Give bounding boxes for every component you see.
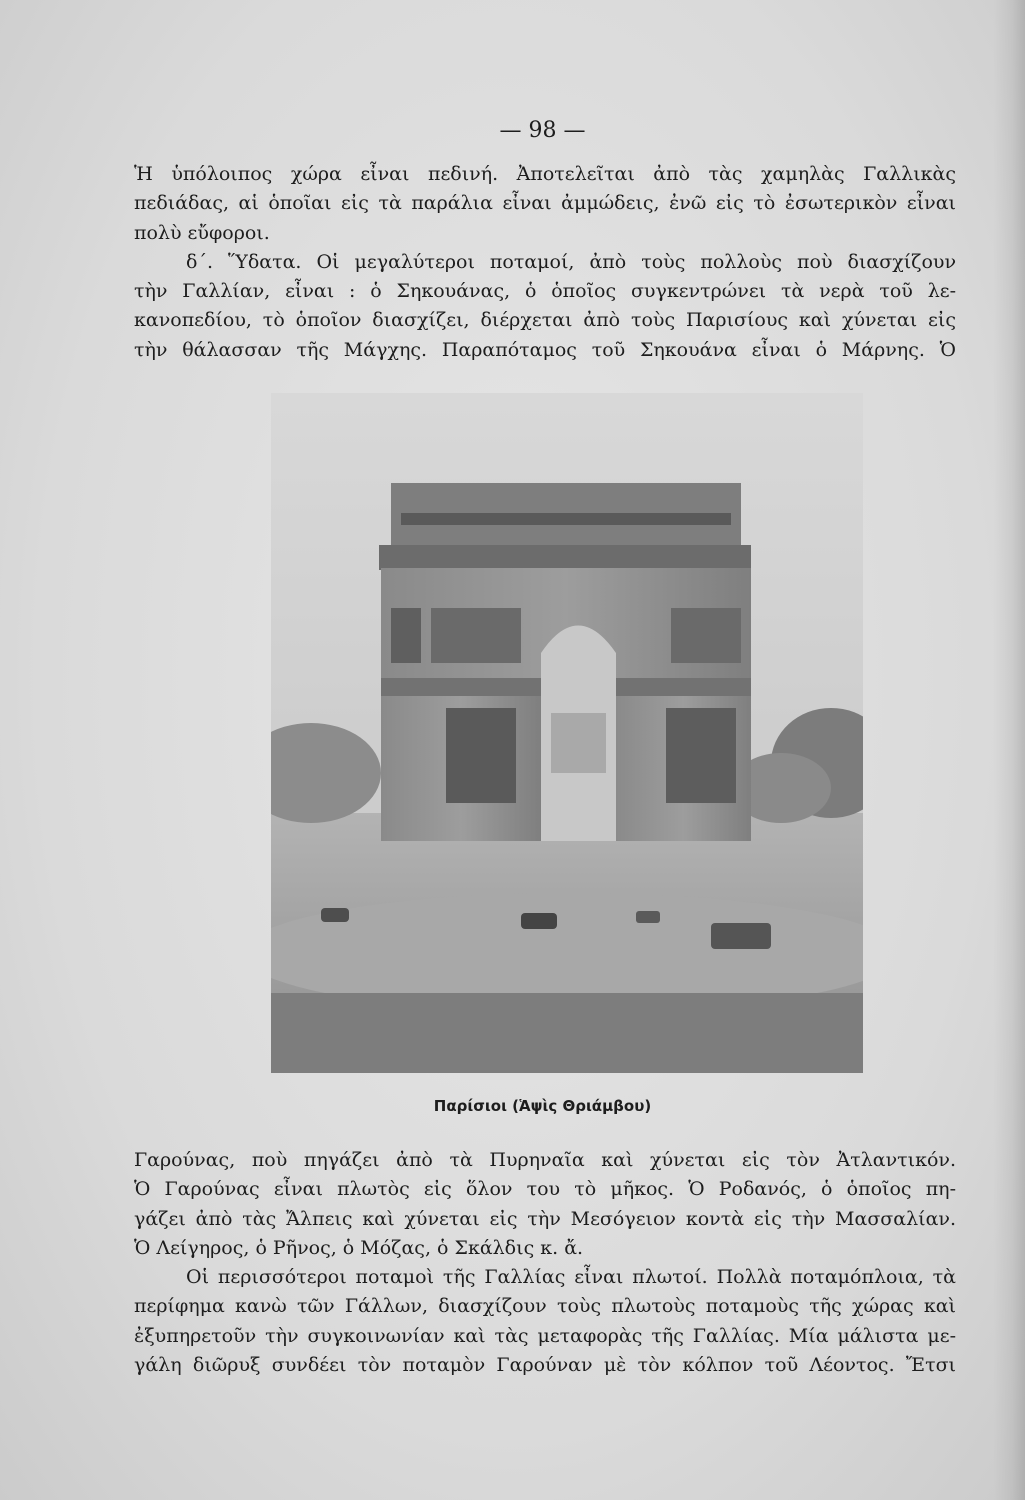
upper-text-block [134,160,956,365]
text-line: ἐξυπηρετοῦν τὴν συγκοινωνίαν καὶ τὰς μεταφορὰς τῆς Γαλλίας. Μία μάλιστα με- [134,1324,956,1347]
text-line: τὴν Γαλλίαν, εἶναι : ὁ Σηκουάνας, ὁ ὁποῖος συγκεντρώνει τὰ νερὰ τοῦ λε- [134,280,956,303]
arc-de-triomphe-photo [271,393,863,1073]
text-line: Ὁ Λείγηρος, ὁ Ρῆνος, ὁ Μόζας, ὁ Σκάλδις κ. ἄ. [134,1236,584,1259]
arch-structure [379,483,751,841]
text-line: Ἡ ὑπόλοιπος χώρα εἶναι πεδινή. Ἀποτελεῖται ἀπὸ τὰς χαμηλὰς Γαλλικὰς [134,163,956,185]
text-line: πεδιάδας, αἱ ὁποῖαι εἰς τὰ παράλια εἶναι ἀμμώδεις, ἐνῶ εἰς τὸ ἐσωτερικὸν εἶναι [134,192,956,215]
page-edge-shadow [993,0,1025,1500]
text-line: τὴν θάλασσαν τῆς Μάγχης. Παραπόταμος τοῦ Σηκουάνα εἶναι ὁ Μάρνης. Ὁ [134,338,956,361]
text-line: Ὁ Γαρούνας εἶναι πλωτὸς εἰς ὅλον του τὸ μῆκος. Ὁ Ροδανός, ὁ ὁποῖος πη- [134,1178,956,1201]
text-line: γάζει ἀπὸ τὰς Ἄλπεις καὶ χύνεται εἰς τὴν Μεσόγειον κοντὰ εἰς τὴν Μασσαλίαν. [134,1207,956,1230]
text-line: περίφημα κανὼ τῶν Γάλλων, διασχίζουν τοὺς πλωτοὺς ποταμοὺς τῆς χώρας καὶ [134,1295,956,1318]
text-line: Γαρούνας, ποὺ πηγάζει ἀπὸ τὰ Πυρηναῖα καὶ χύνεται εἰς τὸν Ἀτλαντικόν. [134,1149,956,1171]
photo-caption: Παρίσιοι (Ἁψὶς Θριάμβου) [433,1097,652,1115]
text-line: Οἱ περισσότεροι ποταμοὶ τῆς Γαλλίας εἶναι πλωτοί. Πολλὰ ποταμόπλοια, τὰ [186,1266,956,1289]
photo-illustration [271,393,863,1073]
section-heading-line: δ΄. Ὕδατα. Οἱ μεγαλύτεροι ποταμοί, ἀπὸ τοὺς πολλοὺς ποὺ διασχίζουν [186,250,956,273]
page-number: — 98 — [499,118,586,143]
text-line: κανοπεδίου, τὸ ὁποῖον διασχίζει, διέρχεται ἀπὸ τοὺς Παρισίους καὶ χύνεται εἰς [134,309,956,332]
text-line: πολὺ εὔφοροι. [134,221,270,244]
text-line: γάλη διῶρυξ συνδέει τὸν ποταμὸν Γαρούναν μὲ τὸν κόλπον τοῦ Λέοντος. Ἔτσι [134,1354,956,1377]
lower-text-block [134,1146,956,1380]
